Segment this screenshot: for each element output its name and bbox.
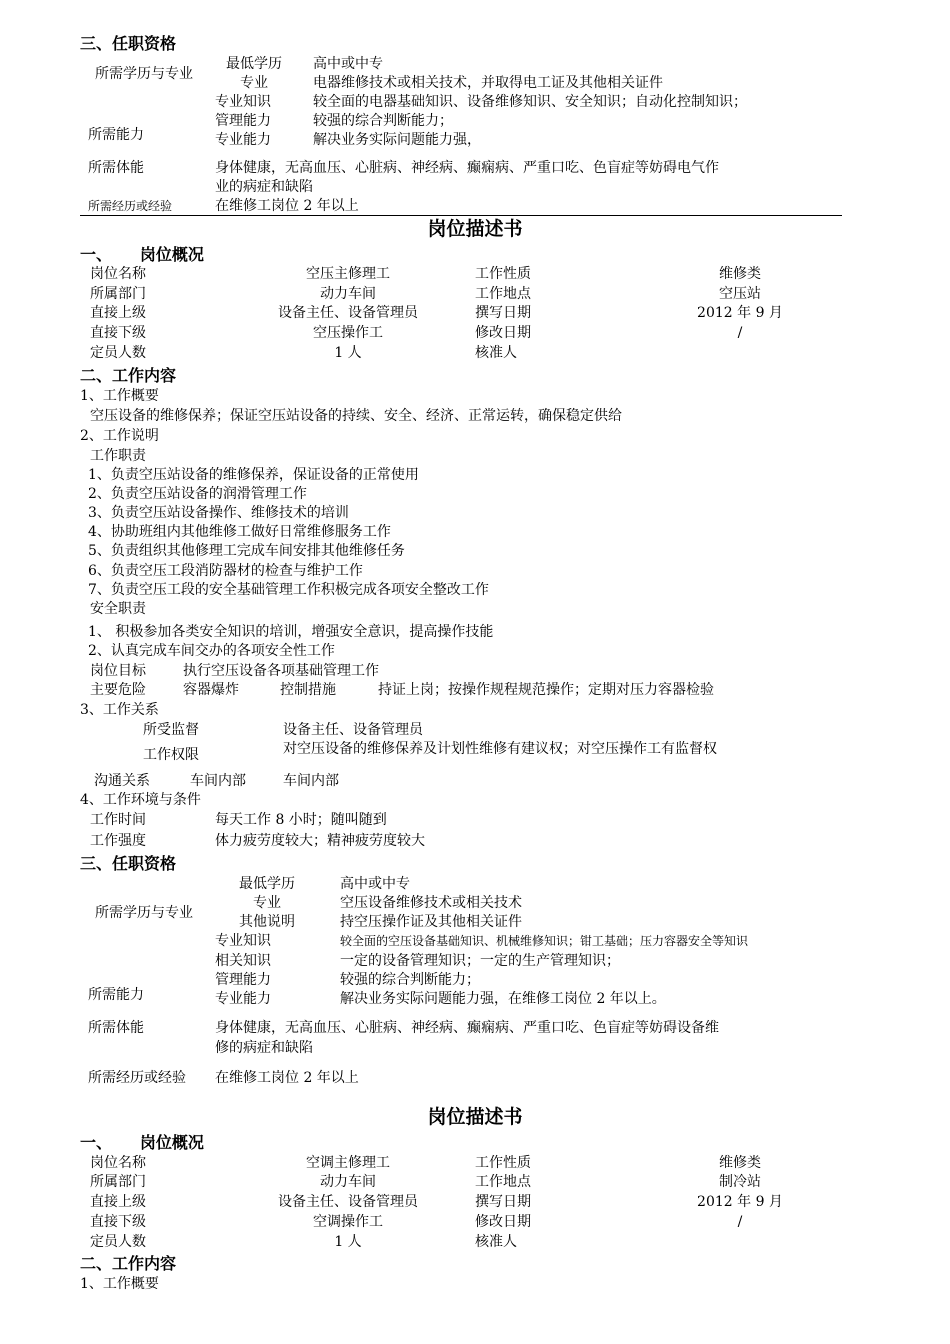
cell-label: 核准人 xyxy=(475,1234,517,1250)
ability-label: 所需能力 xyxy=(88,987,144,1003)
duty-item: 2、负责空压站设备的润滑管理工作 xyxy=(88,486,307,502)
cell-value: 空调操作工 xyxy=(313,1214,383,1230)
supervise-label: 所受监督 xyxy=(143,722,199,738)
cell-label: 岗位名称 xyxy=(90,266,146,282)
cell-value: 设备主任、设备管理员 xyxy=(278,1194,418,1210)
safety-item: 2、认真完成车间交办的各项安全性工作 xyxy=(88,643,335,659)
physical-line-2: 业的病症和缺陷 xyxy=(215,179,313,195)
safety-heading: 安全职责 xyxy=(90,601,146,617)
section-heading: 三、任职资格 xyxy=(80,34,177,53)
control-value: 持证上岗；按操作规程规范操作；定期对压力容器检验 xyxy=(378,682,714,698)
time-label: 工作时间 xyxy=(90,812,146,828)
doc-title: 岗位描述书 xyxy=(427,218,523,240)
duty-item: 1、负责空压站设备的维修保养，保证设备的正常使用 xyxy=(88,467,419,483)
min-edu-value: 高中或中专 xyxy=(313,56,383,72)
pro-knowledge-value: 较全面的空压设备基础知识、机械维修知识；钳工基础；压力容器安全等知识 xyxy=(340,934,749,948)
overview-heading: 一、 岗位概况 xyxy=(80,1133,204,1152)
relations-heading: 3、工作关系 xyxy=(80,702,159,718)
exp-value: 在维修工岗位 2 年以上 xyxy=(215,198,359,214)
cell-label: 工作地点 xyxy=(475,286,531,302)
safety-item: 1、 积极参加各类安全知识的培训，增强安全意识，提高操作技能 xyxy=(88,624,494,640)
pro-knowledge-label: 专业知识 xyxy=(215,933,271,949)
cell-value: 动力车间 xyxy=(320,1174,376,1190)
summary-heading: 1、工作概要 xyxy=(80,388,159,404)
rel-knowledge-value: 一定的设备管理知识；一定的生产管理知识； xyxy=(340,953,620,969)
cell-label: 工作性质 xyxy=(475,266,531,282)
duty-item: 6、负责空压工段消防器材的检查与维护工作 xyxy=(88,563,363,579)
cell-value: 维修类 xyxy=(719,1155,761,1171)
comm-value: 车间内部 xyxy=(283,773,339,789)
content-heading: 二、工作内容 xyxy=(80,1254,177,1273)
pro-ability-label: 专业能力 xyxy=(215,132,271,148)
physical-label: 所需体能 xyxy=(88,1020,144,1036)
mgmt-label: 管理能力 xyxy=(215,113,271,129)
cell-value: 制冷站 xyxy=(719,1174,761,1190)
content-heading: 二、工作内容 xyxy=(80,366,177,385)
cell-value: 设备主任、设备管理员 xyxy=(278,305,418,321)
duty-item: 4、协助班组内其他维修工做好日常维修服务工作 xyxy=(88,524,391,540)
cell-label: 工作地点 xyxy=(475,1174,531,1190)
cell-label: 所属部门 xyxy=(90,286,146,302)
physical-label: 所需体能 xyxy=(88,160,144,176)
cell-value: 维修类 xyxy=(719,266,761,282)
ability-label: 所需能力 xyxy=(88,127,144,143)
goal-label: 岗位目标 xyxy=(90,663,146,679)
comm-label: 沟通关系 xyxy=(94,773,150,789)
min-edu-label: 最低学历 xyxy=(239,876,295,892)
pro-ability-label: 专业能力 xyxy=(215,991,271,1007)
pro-knowledge-label: 专业知识 xyxy=(215,94,271,110)
cell-value: 2012 年 9 月 xyxy=(697,305,783,321)
edu-label: 所需学历与专业 xyxy=(95,905,193,921)
summary-heading: 1、工作概要 xyxy=(80,1276,159,1292)
summary-text: 空压设备的维修保养；保证空压站设备的持续、安全、经济、正常运转，确保稳定供给 xyxy=(90,408,622,424)
desc-heading: 2、工作说明 xyxy=(80,428,159,444)
cell-label: 定员人数 xyxy=(90,1234,146,1250)
intensity-label: 工作强度 xyxy=(90,833,146,849)
mgmt-label: 管理能力 xyxy=(215,972,271,988)
major-label: 专业 xyxy=(253,895,281,911)
exp-value: 在维修工岗位 2 年以上 xyxy=(215,1070,359,1086)
duty-item: 7、负责空压工段的安全基础管理工作积极完成各项安全整改工作 xyxy=(88,582,489,598)
cell-value: 空压操作工 xyxy=(313,325,383,341)
cell-label: 撰写日期 xyxy=(475,305,531,321)
cell-label: 岗位名称 xyxy=(90,1155,146,1171)
intensity-value: 体力疲劳度较大；精神疲劳度较大 xyxy=(215,833,425,849)
cell-label: 撰写日期 xyxy=(475,1194,531,1210)
exp-label: 所需经历或经验 xyxy=(88,1070,186,1086)
cell-value: 1 人 xyxy=(334,345,362,361)
cell-value: / xyxy=(737,1214,743,1230)
cell-label: 工作性质 xyxy=(475,1155,531,1171)
cell-value: 空压主修理工 xyxy=(306,266,390,282)
cell-label: 定员人数 xyxy=(90,345,146,361)
section-heading: 三、任职资格 xyxy=(80,854,177,873)
authority-value: 对空压设备的维修保养及计划性维修有建议权；对空压操作工有监督权 xyxy=(283,741,717,757)
cell-label: 直接下级 xyxy=(90,325,146,341)
cell-label: 所属部门 xyxy=(90,1174,146,1190)
risk-value: 容器爆炸 xyxy=(183,682,239,698)
cell-label: 修改日期 xyxy=(475,1214,531,1230)
pro-knowledge-value: 较全面的电器基础知识、设备维修知识、安全知识；自动化控制知识； xyxy=(313,94,747,110)
duty-heading: 工作职责 xyxy=(90,448,146,464)
cell-value: / xyxy=(737,325,743,341)
duty-item: 5、负责组织其他修理工完成车间安排其他维修任务 xyxy=(88,543,405,559)
time-value: 每天工作 8 小时；随叫随到 xyxy=(215,812,387,828)
exp-label: 所需经历或经验 xyxy=(88,199,173,213)
major-label: 专业 xyxy=(240,75,268,91)
cell-value: 1 人 xyxy=(334,1234,362,1250)
min-edu-value: 高中或中专 xyxy=(340,876,410,892)
cell-value: 空调主修理工 xyxy=(306,1155,390,1171)
supervise-value: 设备主任、设备管理员 xyxy=(283,722,423,738)
cell-value: 动力车间 xyxy=(320,286,376,302)
risk-label: 主要危险 xyxy=(90,682,146,698)
mgmt-value: 较强的综合判断能力； xyxy=(313,113,453,129)
mgmt-value: 较强的综合判断能力； xyxy=(340,972,480,988)
duty-item: 3、负责空压站设备操作、维修技术的培训 xyxy=(88,505,349,521)
pro-ability-value: 解决业务实际问题能力强，在维修工岗位 2 年以上。 xyxy=(340,991,666,1007)
major-value: 电器维修技术或相关技术，并取得电工证及其他相关证件 xyxy=(313,75,663,91)
major-value: 空压设备维修技术或相关技术 xyxy=(340,895,522,911)
cell-label: 修改日期 xyxy=(475,325,531,341)
cell-value: 2012 年 9 月 xyxy=(697,1194,783,1210)
authority-label: 工作权限 xyxy=(143,747,199,763)
divider-line xyxy=(80,215,842,216)
other-value: 持空压操作证及其他相关证件 xyxy=(340,914,522,930)
physical-line-1: 身体健康，无高血压、心脏病、神经病、癫痫病、严重口吃、色盲症等妨碍设备维 xyxy=(215,1020,719,1036)
cell-label: 核准人 xyxy=(475,345,517,361)
cell-value: 空压站 xyxy=(719,286,761,302)
physical-line-2: 修的病症和缺陷 xyxy=(215,1040,313,1056)
cell-label: 直接上级 xyxy=(90,305,146,321)
control-label: 控制措施 xyxy=(280,682,336,698)
min-edu-label: 最低学历 xyxy=(226,56,282,72)
overview-heading: 一、 岗位概况 xyxy=(80,245,204,264)
cell-label: 直接下级 xyxy=(90,1214,146,1230)
edu-label: 所需学历与专业 xyxy=(95,66,193,82)
comm-value: 车间内部 xyxy=(190,773,246,789)
pro-ability-value: 解决业务实际问题能力强， xyxy=(313,132,481,148)
other-label: 其他说明 xyxy=(239,914,295,930)
rel-knowledge-label: 相关知识 xyxy=(215,953,271,969)
doc-title: 岗位描述书 xyxy=(427,1106,523,1128)
env-heading: 4、工作环境与条件 xyxy=(80,792,201,808)
physical-line-1: 身体健康，无高血压、心脏病、神经病、癫痫病、严重口吃、色盲症等妨碍电气作 xyxy=(215,160,719,176)
cell-label: 直接上级 xyxy=(90,1194,146,1210)
goal-value: 执行空压设备各项基础管理工作 xyxy=(183,663,379,679)
